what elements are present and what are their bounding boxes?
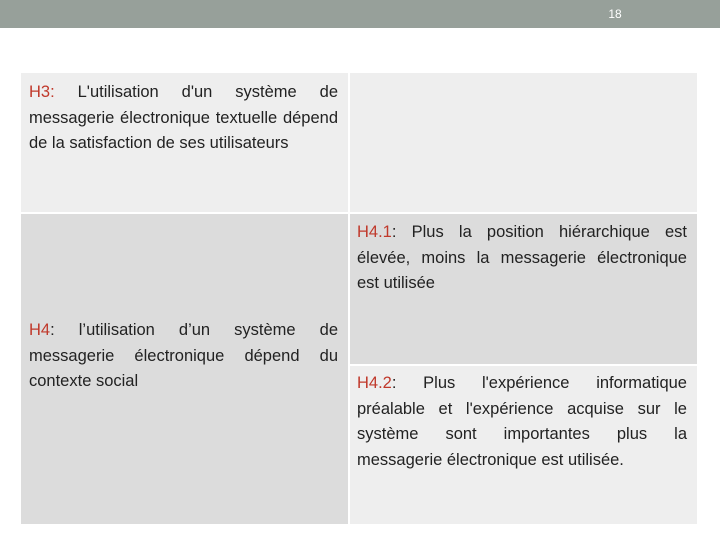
hypotheses-table	[19, 71, 699, 526]
cell-h3	[20, 72, 349, 213]
h4-2-text: : Plus l'expérience informatique préalable et l'expérience acquise sur le système sont importantes plus la messagerie électronique est utilisée.	[357, 374, 687, 469]
cell-h4-1	[349, 213, 698, 365]
h4-text: : l’utilisation d’un système de messagerie électronique dépend du contexte social	[29, 321, 338, 390]
h4-2-label: H4.2	[357, 374, 392, 392]
h4-1-text: : Plus la position hiérarchique est élevée, moins la messagerie électronique est utilisée	[357, 223, 687, 292]
cell-h4	[20, 213, 349, 525]
slide-number: 18	[608, 7, 622, 21]
h4-label: H4	[29, 321, 51, 339]
h3-label: H3:	[29, 83, 55, 101]
h3-text: L'utilisation d'un système de messagerie électronique textuelle dépend de la satisfaction de ses utilisateurs	[29, 83, 338, 152]
h4-1-label: H4.1	[357, 223, 392, 241]
cell-empty	[349, 72, 698, 213]
header-bar	[0, 0, 720, 28]
cell-h4-2	[349, 365, 698, 525]
table-row	[20, 213, 698, 365]
table-row	[20, 72, 698, 213]
